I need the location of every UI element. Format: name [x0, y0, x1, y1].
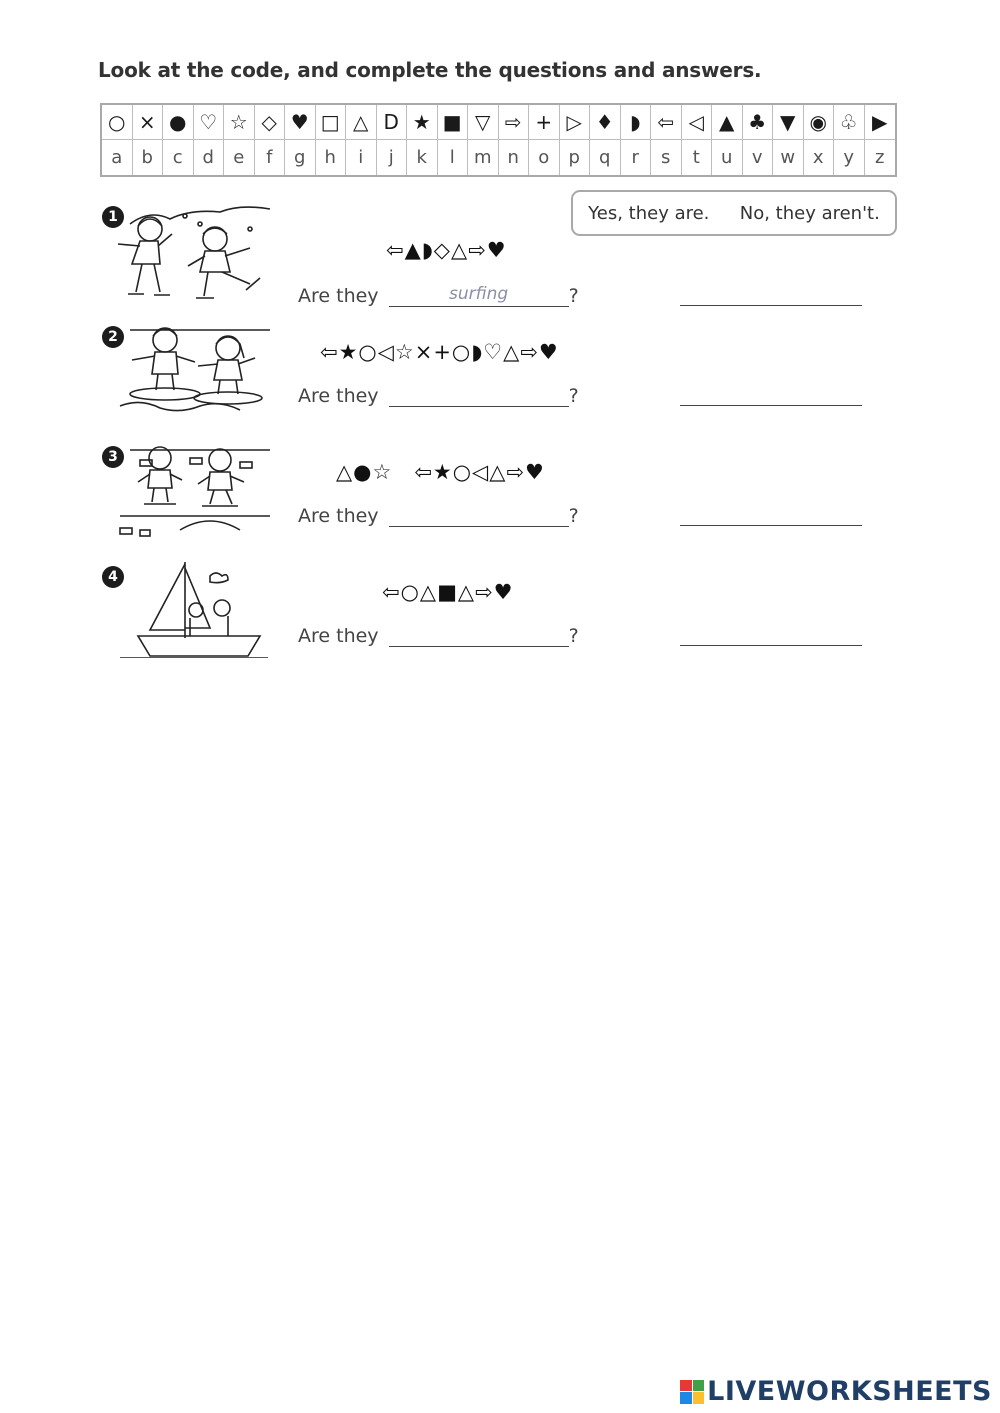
- answer-blank[interactable]: [389, 504, 569, 527]
- code-letter-z: z: [875, 147, 885, 168]
- code-symbol-d: ♡: [194, 105, 225, 140]
- code-letter-b: b: [133, 140, 164, 175]
- code-symbol-e: ☆: [224, 105, 255, 140]
- children-skateboarding-icon: [110, 438, 270, 538]
- question-mark: ?: [568, 385, 579, 407]
- footer-brand: [680, 1376, 992, 1407]
- answer-blank[interactable]: [389, 624, 569, 647]
- code-letter-t: t: [682, 140, 713, 175]
- code-symbol-a: ○: [102, 105, 133, 140]
- answer-blank[interactable]: surfing: [389, 284, 569, 307]
- exercise-2: [100, 318, 900, 428]
- code-letter-p: p: [560, 140, 591, 175]
- code-letter-w: w: [773, 140, 804, 175]
- exercise-number: 4: [102, 566, 124, 588]
- code-letter-x: x: [804, 140, 835, 175]
- code-letter-a: a: [102, 140, 133, 175]
- response-line[interactable]: [680, 405, 862, 406]
- cipher-word: ⇦★○◁△⇨♥: [414, 460, 545, 484]
- question-mark: ?: [568, 505, 579, 527]
- code-symbol-m: ▽: [468, 105, 499, 140]
- code-letter-c: c: [163, 140, 194, 175]
- code-letter-k: k: [407, 140, 438, 175]
- code-symbol-i: △: [346, 105, 377, 140]
- code-letter-l: l: [438, 140, 469, 175]
- question-line: [298, 384, 579, 407]
- code-letter-d: d: [194, 140, 225, 175]
- cipher-word: ⇦★○◁☆×+○◗♡△⇨♥: [320, 340, 559, 364]
- question-mark: ?: [568, 285, 579, 307]
- logo-square: [693, 1380, 705, 1392]
- question-prefix: Are they: [298, 505, 379, 527]
- code-letter-o: o: [529, 140, 560, 175]
- children-sailing-icon: [110, 558, 270, 658]
- code-letter-f: f: [255, 140, 286, 175]
- question-line: [298, 504, 579, 527]
- code-letter-g: g: [285, 140, 316, 175]
- code-symbol-s: ⇦: [651, 105, 682, 140]
- question-prefix: Are they: [298, 285, 379, 307]
- code-symbol-h: □: [316, 105, 347, 140]
- code-letter-r: r: [621, 140, 652, 175]
- response-line[interactable]: [680, 305, 862, 306]
- code-letter-m: m: [468, 140, 499, 175]
- code-symbol-j: D: [377, 105, 408, 140]
- question-mark: ?: [568, 625, 579, 647]
- question-prefix: Are they: [298, 385, 379, 407]
- response-line[interactable]: [680, 525, 862, 526]
- code-symbol-x: ◉: [804, 105, 835, 140]
- brand-name: LIVEWORKSHEETS: [707, 1376, 992, 1407]
- question-line: [298, 624, 579, 647]
- code-symbol-o: +: [529, 105, 560, 140]
- code-letter-i: i: [346, 140, 377, 175]
- question-prefix: Are they: [298, 625, 379, 647]
- code-letter-q: q: [590, 140, 621, 175]
- code-letter-s: s: [651, 140, 682, 175]
- logo-square: [693, 1392, 705, 1404]
- logo-square: [680, 1392, 692, 1404]
- answer-option-no: No, they aren't.: [739, 202, 880, 224]
- code-symbol-c: ●: [163, 105, 194, 140]
- cipher-phrase: [336, 460, 545, 484]
- code-letter-e: e: [224, 140, 255, 175]
- code-symbol-v: ♣: [743, 105, 774, 140]
- code-symbol-p: ▷: [560, 105, 591, 140]
- code-symbol-n: ⇨: [499, 105, 530, 140]
- response-line[interactable]: [680, 645, 862, 646]
- logo-square: [680, 1380, 692, 1392]
- code-letter-j: j: [377, 140, 408, 175]
- question-line: [298, 284, 579, 307]
- instruction-heading: Look at the code, and complete the questions and answers.: [98, 58, 762, 82]
- code-symbol-k: ★: [407, 105, 438, 140]
- liveworksheets-logo-icon: [680, 1380, 704, 1404]
- code-letter-h: h: [316, 140, 347, 175]
- exercise-number: 1: [102, 206, 124, 228]
- code-symbol-w: ▼: [773, 105, 804, 140]
- answer-option-yes: Yes, they are.: [588, 202, 710, 224]
- cipher-word: ⇦▲◗◇△⇨♥: [386, 238, 507, 262]
- answer-blank[interactable]: [389, 384, 569, 407]
- children-ice-skating-icon: [110, 204, 270, 304]
- code-symbol-b: ×: [133, 105, 164, 140]
- cipher-word: ⇦○△■△⇨♥: [382, 580, 514, 604]
- children-surfing-icon: [110, 318, 270, 418]
- code-symbol-r: ◗: [621, 105, 652, 140]
- code-letter-y: y: [834, 140, 865, 175]
- exercise-4: [100, 558, 900, 668]
- code-symbol-u: ▲: [712, 105, 743, 140]
- code-symbol-z: ▶: [865, 105, 896, 140]
- code-letter-u: u: [712, 140, 743, 175]
- exercise-3: [100, 438, 900, 548]
- code-symbol-l: ■: [438, 105, 469, 140]
- exercise-number: 3: [102, 446, 124, 468]
- code-symbol-g: ♥: [285, 105, 316, 140]
- code-table: [100, 103, 897, 177]
- code-letter-v: v: [743, 140, 774, 175]
- exercise-1: [100, 200, 900, 310]
- code-symbol-q: ♦: [590, 105, 621, 140]
- code-symbol-f: ◇: [255, 105, 286, 140]
- code-letter-n: n: [499, 140, 530, 175]
- code-symbol-t: ◁: [682, 105, 713, 140]
- cipher-word: △●☆: [336, 460, 393, 484]
- code-symbol-y: ♧: [834, 105, 865, 140]
- exercise-number: 2: [102, 326, 124, 348]
